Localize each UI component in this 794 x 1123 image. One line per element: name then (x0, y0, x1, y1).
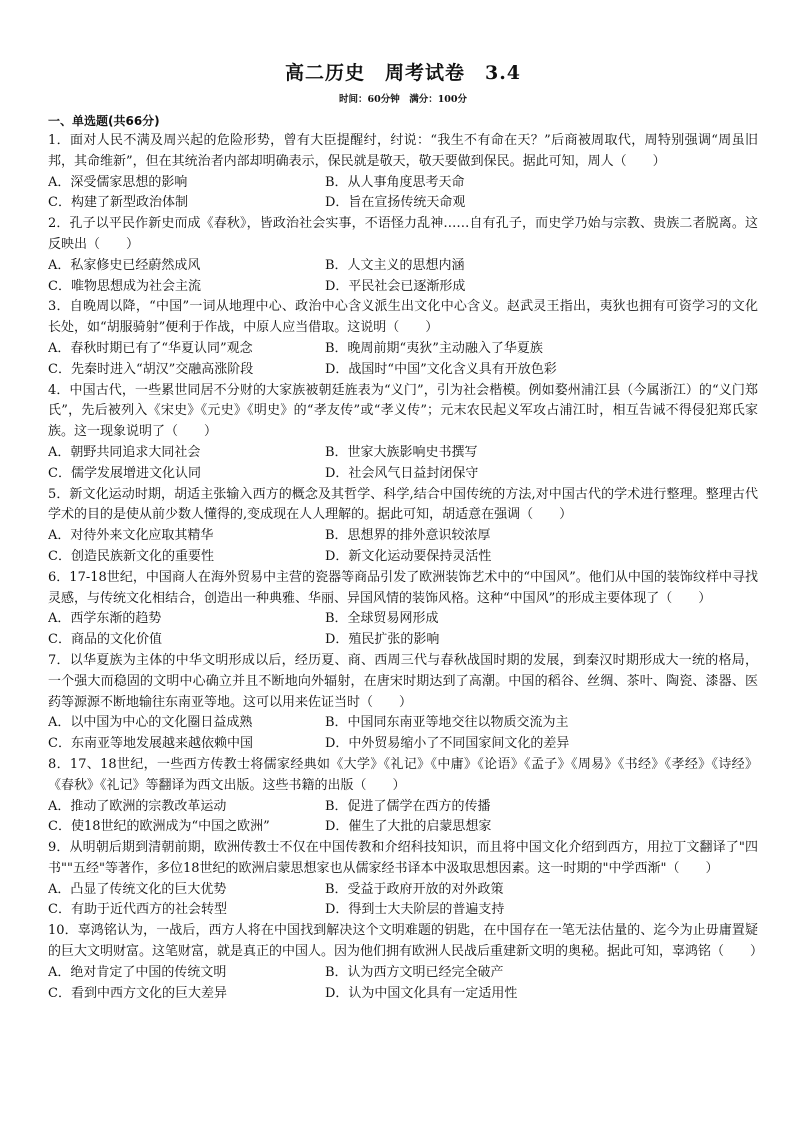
exam-page (48, 58, 764, 1004)
option-a: A．私家修史已经蔚然成风 (48, 257, 201, 273)
exam-meta: 时间：60分钟 满分：100分 (338, 94, 468, 105)
question-5 (48, 485, 758, 568)
option-grid (48, 256, 758, 298)
option-a: A．春秋时期已有了“华夏认同”观念 (48, 340, 253, 356)
option-a: A．对待外来文化应取其精华 (48, 528, 214, 544)
question-6 (48, 568, 758, 651)
option-d: D．社会风气日益封闭保守 (325, 465, 479, 481)
question-stem: 2．孔子以平民作新史而成《春秋》，皆政治社会实事，不语怪力乱神……自有孔子，而史学乃始与宗教、贵族二者脱离。这反映出（ ） (48, 216, 758, 252)
question-7 (48, 651, 758, 755)
question-1 (48, 131, 758, 214)
option-a: A．深受儒家思想的影响 (48, 174, 188, 190)
option-c: C．构建了新型政治体制 (48, 195, 188, 211)
option-a: A．凸显了传统文化的巨大优势 (48, 881, 227, 897)
option-a: A．以中国为中心的文化圈日益成熟 (48, 715, 253, 731)
option-a: A．西学东渐的趋势 (48, 611, 162, 627)
option-d: D．旨在宣扬传统天命观 (325, 195, 466, 211)
option-a: A．朝野共同追求大同社会 (48, 444, 201, 460)
option-c: C．看到中西方文化的巨大差异 (48, 985, 227, 1001)
option-d: D．平民社会已逐渐形成 (325, 278, 466, 294)
question-stem: 1．面对人民不满及周兴起的危险形势，曾有大臣提醒纣，纣说：“我生不有命在天？”后商被周取代，周特别强调“周虽旧邦，其命维新”，但在其统治者内部却明确表示，保民就是敬天，敬天要做到保民。据此可知，周人（ ） (48, 133, 758, 169)
question-stem: 5．新文化运动时期，胡适主张输入西方的概念及其哲学、科学,结合中国传统的方法,对中国古代的学术进行整理。整理古代学术的目的是使从前少数人懂得的,变成现在人人理解的。据此可知，胡适意在强调（ ） (48, 486, 758, 523)
question-8 (48, 755, 758, 838)
question-stem: 7．以华夏族为主体的中华文明形成以后，经历夏、商、西周三代与春秋战国时期的发展，到秦汉时期形成大一统的格局，一个强大而稳固的文明中心确立并且不断地向外辐射，在唐宋时期达到了高潮。中国的稻谷、丝绸、茶叶、陶瓷、漆器、医药等源源不断地输往东南亚等地。这可以用来佐证当时（ ） (48, 652, 758, 710)
option-d: D．催生了大批的启蒙思想家 (325, 819, 492, 835)
option-b: B．促进了儒学在西方的传播 (325, 798, 491, 814)
option-c: C．使18世纪的欧洲成为“中国之欧洲” (48, 819, 270, 835)
option-a: A．绝对肯定了中国的传统文明 (48, 964, 227, 980)
option-c: C．先秦时进入“胡汉”交融高涨阶段 (48, 361, 254, 377)
option-grid (48, 609, 758, 651)
option-c: C．儒学发展增进文化认同 (48, 465, 201, 481)
option-d: D．战国时“中国”文化含义具有开放色彩 (325, 361, 557, 377)
option-grid (48, 797, 758, 839)
option-b: B．认为西方文明已经完全破产 (325, 964, 504, 980)
option-grid (48, 339, 758, 381)
option-grid (48, 526, 758, 568)
option-b: B．从人事角度思考天命 (325, 174, 465, 190)
option-d: D．认为中国文化具有一定适用性 (325, 985, 518, 1001)
question-stem: 6．17-18世纪，中国商人在海外贸易中主营的瓷器等商品引发了欧洲装饰艺术中的“中国风”。他们从中国的装饰纹样中寻找灵感，与传统文化相结合，创造出一种典雅、华丽、异国风情的装饰风格。这种“中国风”的形成主要体现了（ ） (48, 569, 758, 606)
question-stem: 3．自晚周以降，“中国”一词从地理中心、政治中心含义派生出文化中心含义。赵武灵王指出，夷狄也拥有可资学习的文化长处，如“胡服骑射”便利于作战，中原人应当借取。这说明（ ） (48, 299, 758, 336)
question-4 (48, 381, 758, 485)
question-10 (48, 921, 764, 1004)
option-b: B．世家大族影响史书撰写 (325, 444, 478, 460)
option-c: C．创造民族新文化的重要性 (48, 548, 214, 564)
option-a: A．推动了欧洲的宗教改革运动 (48, 798, 227, 814)
option-b: B．受益于政府开放的对外政策 (325, 881, 504, 897)
option-b: B．全球贸易网形成 (325, 611, 439, 627)
option-grid (48, 713, 758, 755)
option-d: D．得到士大夫阶层的普遍支持 (325, 902, 505, 918)
option-b: B．中国同东南亚等地交往以物质交流为主 (325, 715, 569, 731)
option-d: D．新文化运动要保持灵活性 (325, 548, 492, 564)
question-2 (48, 214, 758, 297)
section-heading: 一、单选题(共66分) (48, 114, 160, 128)
option-grid (48, 443, 758, 485)
option-b: B．人文主义的思想内涵 (325, 257, 465, 273)
question-stem: 8．17、18世纪，一些西方传教士将儒家经典如《大学》《礼记》《中庸》《论语》《孟子》《周易》《书经》《孝经》《诗经》《春秋》《礼记》等翻译为西文出版。这些书籍的出版（ ） (48, 756, 758, 793)
option-grid (48, 173, 758, 215)
question-9 (48, 838, 758, 921)
option-c: C．东南亚等地发展越来越依赖中国 (48, 736, 253, 752)
option-grid (48, 963, 758, 1005)
question-stem: 10．辜鸿铭认为，一战后，西方人将在中国找到解决这个文明难题的钥匙，在中国存在一笔无法估量的、迄今为止毋庸置疑的巨大文明财富。这笔财富，就是真正的中国人。因为他们拥有欧洲人民战后重建新文明的奥秘。据此可知，辜鸿铭（ ） (48, 923, 764, 960)
option-b: B．晚周前期“夷狄”主动融入了华夏族 (325, 340, 543, 356)
option-b: B．思想界的排外意识较浓厚 (325, 528, 491, 544)
option-c: C．有助于近代西方的社会转型 (48, 902, 227, 918)
option-d: D．殖民扩张的影响 (325, 632, 440, 648)
option-d: D．中外贸易缩小了不同国家间文化的差异 (325, 736, 570, 752)
question-stem: 9．从明朝后期到清朝前期，欧洲传教士不仅在中国传教和介绍科技知识，而且将中国文化介绍到西方，用拉丁文翻译了"四书""五经"等著作，多位18世纪的欧洲启蒙思想家也从儒家经书译本中汲取思想因素。这一时期的"中学西渐"（ ） (48, 840, 758, 876)
option-grid (48, 880, 758, 922)
question-list (48, 131, 764, 1004)
option-c: C．唯物思想成为社会主流 (48, 278, 201, 294)
question-stem: 4．中国古代，一些累世同居不分财的大家族被朝廷旌表为“义门”，引为社会楷模。例如婺州浦江县（今属浙江）的“义门郑氏”，先后被列入《宋史》《元史》《明史》的“孝友传”或“孝义传”；元末农民起义军攻占浦江时，相互告诫不得侵犯郑氏家族。这一现象说明了（ ） (48, 382, 758, 440)
option-c: C．商品的文化价值 (48, 632, 162, 648)
question-3 (48, 297, 758, 380)
exam-title: 高二历史 周考试卷 3.4 (284, 62, 522, 84)
